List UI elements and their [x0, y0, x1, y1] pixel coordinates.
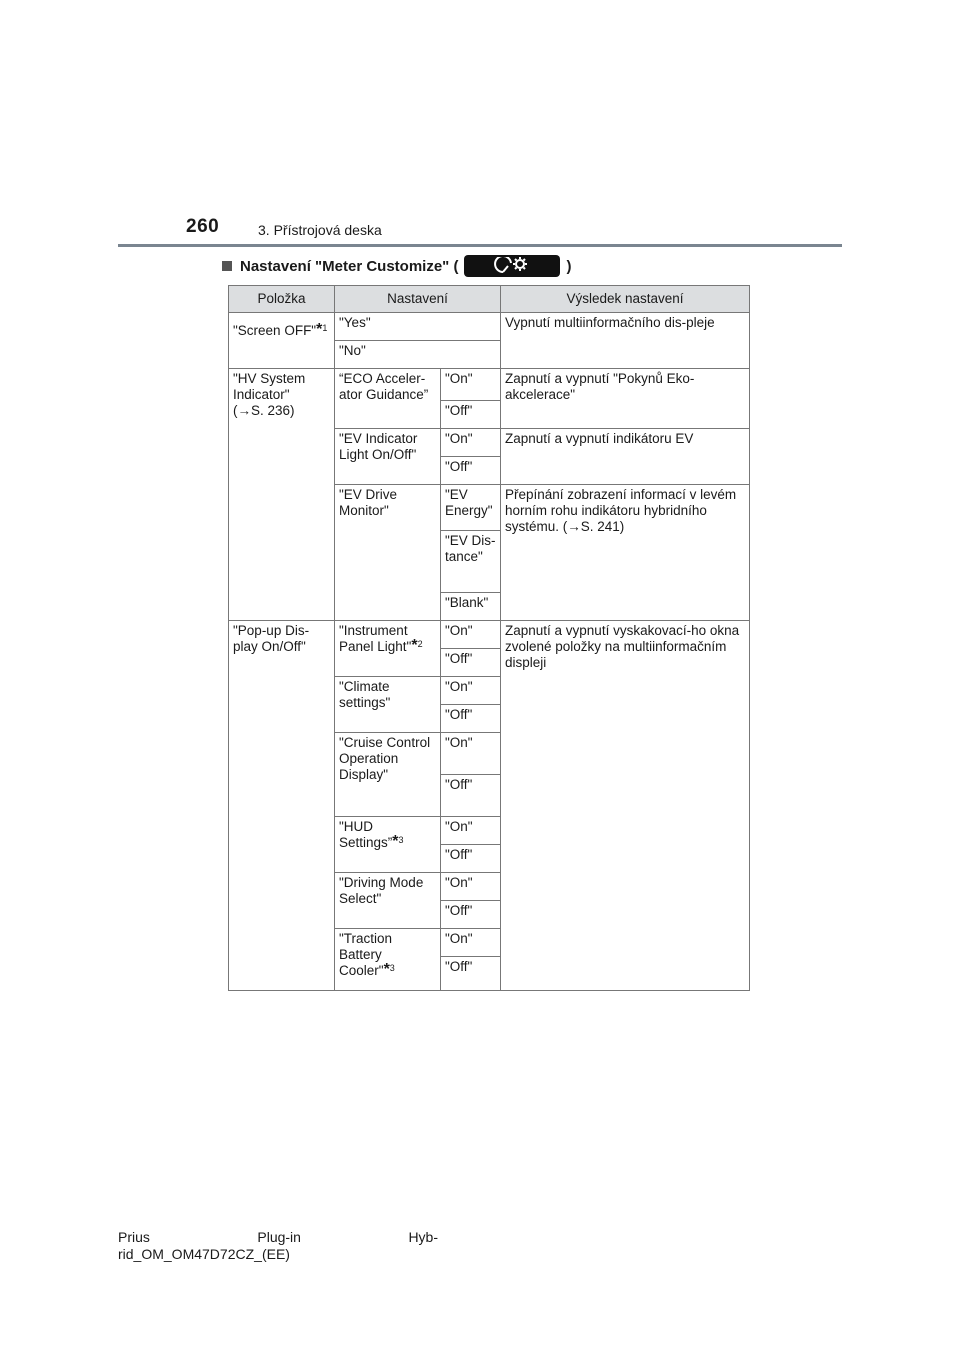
- setting-cruise-control-display: "Cruise Control Operation Display": [335, 733, 441, 817]
- result-ev-indicator: Zapnutí a vypnutí indikátoru EV: [501, 429, 750, 485]
- setting-traction-battery-cooler: "Traction Battery Cooler"*$^3$: [335, 929, 441, 991]
- option-off: "Off": [441, 775, 501, 817]
- option-on: "On": [441, 929, 501, 957]
- option-off: "Off": [441, 401, 501, 429]
- page-number: 260: [186, 216, 220, 237]
- result-ev-drive-monitor: Přepínání zobrazení informací v levém horním rohu indikátoru hybridního systému. (→S. 241): [501, 485, 750, 621]
- item-popup-display: "Pop-up Dis-play On/Off": [229, 621, 335, 991]
- option-on: "On": [441, 677, 501, 705]
- option-ev-distance: "EV Dis-tance": [441, 531, 501, 593]
- chapter-title: 3. Přístrojová deska: [258, 222, 382, 238]
- header-item: Položka: [229, 286, 335, 313]
- option-on: "On": [441, 429, 501, 457]
- option-yes: "Yes": [335, 313, 501, 341]
- option-off: "Off": [441, 845, 501, 873]
- result-popup-display: Zapnutí a vypnutí vyskakovací-ho okna zvolené položky na multiinformačním displeji: [501, 621, 750, 991]
- meter-settings-icon: [464, 255, 560, 277]
- item-hv-system-indicator: "HV System Indicator" (→S. 236): [229, 369, 335, 621]
- option-blank: "Blank": [441, 593, 501, 621]
- option-on: "On": [441, 369, 501, 401]
- header-setting: Nastavení: [335, 286, 501, 313]
- setting-eco-accelerator-guidance: “ECO Acceler-ator Guidance”: [335, 369, 441, 429]
- option-off: "Off": [441, 457, 501, 485]
- setting-climate: "Climate settings": [335, 677, 441, 733]
- section-title-suffix: ): [566, 257, 572, 275]
- option-off: "Off": [441, 901, 501, 929]
- section-heading: [222, 255, 571, 277]
- setting-ev-drive-monitor: "EV Drive Monitor": [335, 485, 441, 621]
- setting-instrument-panel-light: "Instrument Panel Light"*$^2$: [335, 621, 441, 677]
- section-title-prefix: Nastavení "Meter Customize" (: [240, 257, 459, 275]
- item-screen-off: "Screen OFF"*$^1$: [229, 313, 335, 369]
- header-result: Výsledek nastavení: [501, 286, 750, 313]
- square-bullet-icon: [222, 261, 232, 271]
- option-off: "Off": [441, 705, 501, 733]
- table-row: [229, 621, 750, 649]
- option-off: "Off": [441, 649, 501, 677]
- footer-doc-code: rid_OM_OM47D72CZ_(EE): [118, 1246, 290, 1262]
- option-off: "Off": [441, 957, 501, 991]
- table-row: [229, 369, 750, 401]
- header-divider: [118, 244, 842, 247]
- option-on: "On": [441, 733, 501, 775]
- footer-plugin: Plug-in: [257, 1229, 301, 1245]
- footer: [118, 1229, 438, 1263]
- setting-ev-indicator-light: "EV Indicator Light On/Off": [335, 429, 441, 485]
- setting-driving-mode-select: "Driving Mode Select": [335, 873, 441, 929]
- option-on: "On": [441, 873, 501, 901]
- option-no: "No": [335, 341, 501, 369]
- option-on: "On": [441, 621, 501, 649]
- footer-model: Prius: [118, 1229, 150, 1245]
- option-ev-energy: "EV Energy": [441, 485, 501, 531]
- result-eco-accelerator: Zapnutí a vypnutí "Pokynů Eko-akcelerace": [501, 369, 750, 429]
- table-row: [229, 313, 750, 341]
- table-header-row: [229, 286, 750, 313]
- result-screen-off: Vypnutí multiinformačního dis-pleje: [501, 313, 750, 369]
- meter-customize-table: [228, 285, 750, 991]
- footer-hyb: Hyb-: [408, 1229, 438, 1245]
- setting-hud: "HUD Settings”*$^3$: [335, 817, 441, 873]
- option-on: "On": [441, 817, 501, 845]
